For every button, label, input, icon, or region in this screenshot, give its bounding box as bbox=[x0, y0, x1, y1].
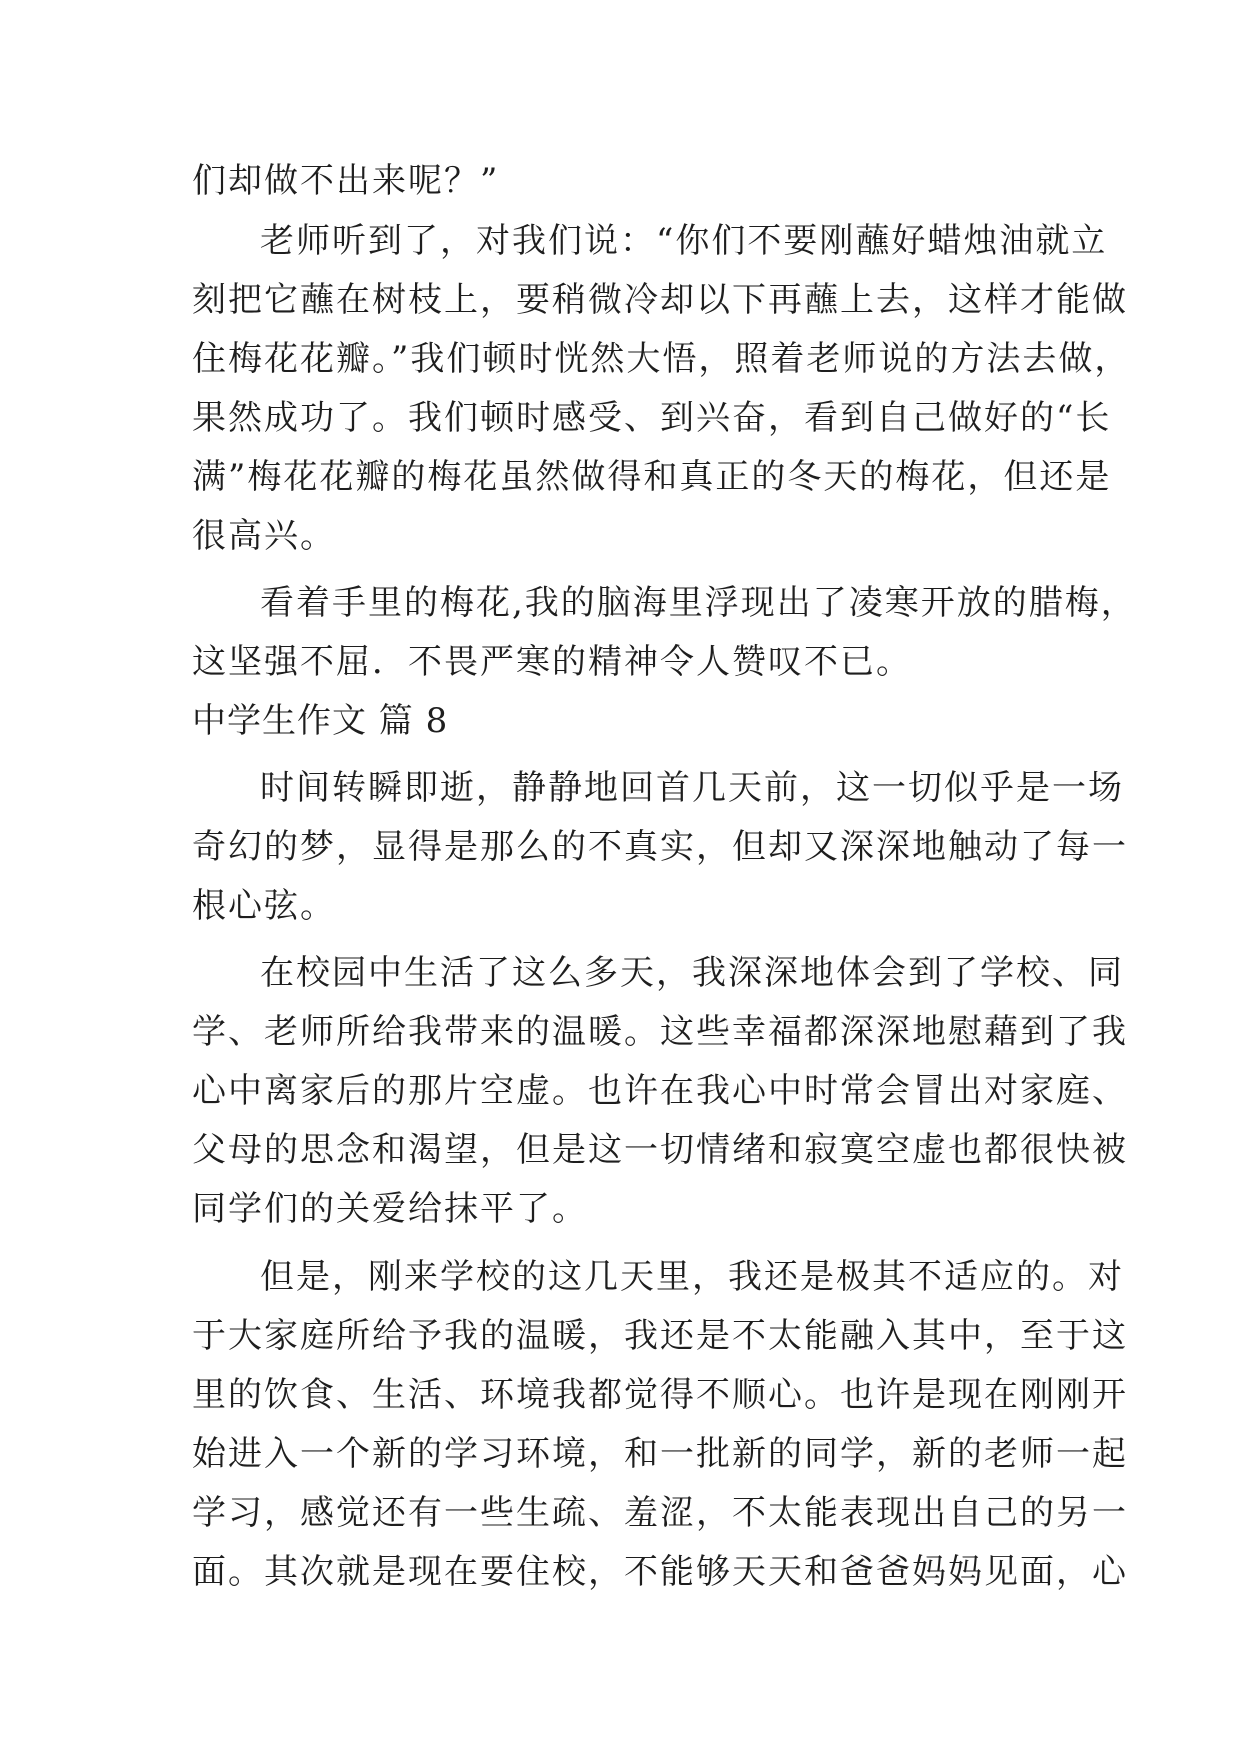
line-text: 老师听到了，对我们说：“你们不要刚蘸好蜡烛油就立 bbox=[260, 221, 1108, 261]
line-text: 满”梅花花瓣的梅花虽然做得和真正的冬天的梅花，但还是 bbox=[192, 457, 1112, 497]
line-text: 心中离家后的那片空虚。也许在我心中时常会冒出对家庭、 bbox=[192, 1071, 1128, 1111]
text-line bbox=[0, 877, 1241, 935]
text-line bbox=[0, 330, 1241, 388]
line-text: 很高兴。 bbox=[192, 516, 336, 556]
section-heading bbox=[0, 692, 1241, 750]
line-text: 果然成功了。我们顿时感受、到兴奋，看到自己做好的“长 bbox=[192, 398, 1112, 438]
text-line bbox=[0, 1062, 1241, 1120]
text-line bbox=[0, 944, 1241, 1002]
text-line bbox=[0, 818, 1241, 876]
text-line bbox=[0, 1425, 1241, 1483]
text-line bbox=[0, 759, 1241, 817]
line-text: 学习，感觉还有一些生疏、羞涩，不太能表现出自己的另一 bbox=[192, 1493, 1128, 1533]
text-line bbox=[0, 389, 1241, 447]
line-text: 于大家庭所给予我的温暖，我还是不太能融入其中，至于这 bbox=[192, 1316, 1128, 1356]
text-line bbox=[0, 271, 1241, 329]
text-line bbox=[0, 1003, 1241, 1061]
line-text: 时间转瞬即逝，静静地回首几天前，这一切似乎是一场 bbox=[260, 768, 1124, 808]
line-text: 刻把它蘸在树枝上，要稍微冷却以下再蘸上去，这样才能做 bbox=[192, 280, 1128, 320]
text-line bbox=[0, 1543, 1241, 1601]
text-line bbox=[0, 448, 1241, 506]
line-text: 住梅花花瓣。”我们顿时恍然大悟，照着老师说的方法去做， bbox=[192, 339, 1131, 379]
text-line bbox=[0, 212, 1241, 270]
section-heading-text: 中学生作文 篇 8 bbox=[192, 701, 449, 741]
text-line bbox=[0, 507, 1241, 565]
text-line bbox=[0, 1248, 1241, 1306]
line-text: 但是，刚来学校的这几天里，我还是极其不适应的。对 bbox=[260, 1257, 1124, 1297]
line-text: 父母的思念和渴望，但是这一切情绪和寂寞空虚也都很快被 bbox=[192, 1130, 1128, 1170]
text-line bbox=[0, 1121, 1241, 1179]
line-text: 们却做不出来呢？” bbox=[192, 161, 500, 201]
text-line bbox=[0, 152, 1241, 210]
line-text: 看着手里的梅花,我的脑海里浮现出了凌寒开放的腊梅， bbox=[260, 583, 1137, 623]
text-line bbox=[0, 1484, 1241, 1542]
text-line bbox=[0, 1366, 1241, 1424]
line-text: 学、老师所给我带来的温暖。这些幸福都深深地慰藉到了我 bbox=[192, 1012, 1128, 1052]
line-text: 在校园中生活了这么多天，我深深地体会到了学校、同 bbox=[260, 953, 1124, 993]
line-text: 面。其次就是现在要住校，不能够天天和爸爸妈妈见面，心 bbox=[192, 1552, 1128, 1592]
line-text: 同学们的关爱给抹平了。 bbox=[192, 1189, 588, 1229]
text-line bbox=[0, 1180, 1241, 1238]
line-text: 根心弦。 bbox=[192, 886, 336, 926]
line-text: 这坚强不屈．不畏严寒的精神令人赞叹不已。 bbox=[192, 642, 912, 682]
text-line bbox=[0, 633, 1241, 691]
text-line bbox=[0, 574, 1241, 632]
text-line bbox=[0, 1307, 1241, 1365]
line-text: 始进入一个新的学习环境，和一批新的同学，新的老师一起 bbox=[192, 1434, 1128, 1474]
line-text: 里的饮食、生活、环境我都觉得不顺心。也许是现在刚刚开 bbox=[192, 1375, 1128, 1415]
line-text: 奇幻的梦，显得是那么的不真实，但却又深深地触动了每一 bbox=[192, 827, 1128, 867]
